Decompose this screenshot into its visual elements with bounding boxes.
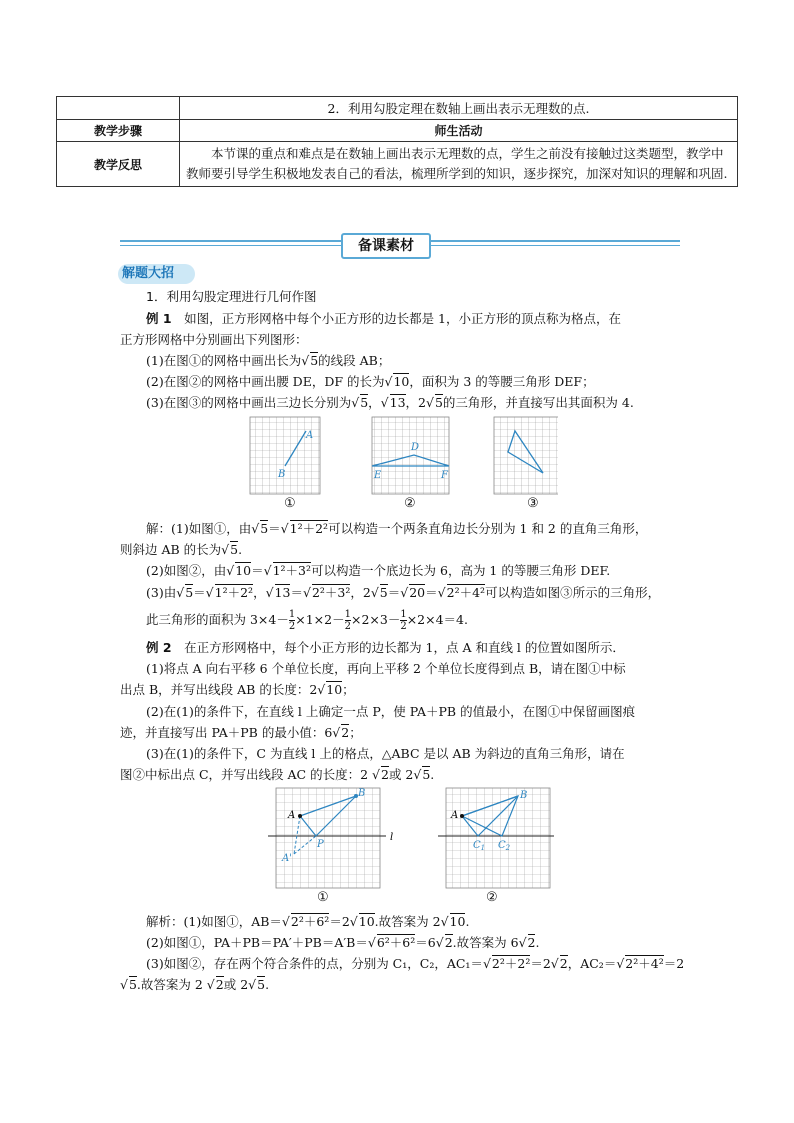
text: ； [349,725,362,740]
point-label-d: D [411,442,420,453]
table-row [57,97,738,120]
radicand: 13 [389,395,406,410]
figure-label: ① [317,890,329,905]
grid-figure-2 [372,417,449,494]
text: ＝ [251,563,264,578]
text: 解析：(1)如图①，AB＝ [146,914,282,929]
example-1-text-b: 正方形网格中分别画出下列图形： [120,332,308,347]
text: ＝ [425,585,438,600]
radicand: 10 [393,374,410,389]
text: ＝ [387,585,401,600]
text: ＝6 [415,935,436,950]
radicand: 1²＋2² [214,585,254,600]
text: ＝2 [530,956,551,971]
analysis-3: (3)如图②，存在两个符合条件的点，分别为 C₁，C₂，AC₁＝√2²＋2²＝2√2，AC₂＝√2²＋4²＝2 [146,956,685,971]
solution-4 [146,607,468,633]
radicand: 5 [230,542,239,557]
text: 或 2 [388,767,414,782]
text: . [238,542,243,557]
point-label-b: B [520,790,528,801]
table-row [57,142,738,187]
text: .故答案为 2 [374,914,441,929]
point-label-a: A [288,810,296,821]
text: 或 2 [223,977,249,992]
point-label-f: F [441,470,448,481]
example-label: 例 1 [146,311,172,326]
figure-label: ② [486,890,498,905]
text: (3)如图②，存在两个符合条件的点，分别为 C₁，C₂，AC₁＝ [146,956,483,971]
radicand: 2²＋6² [290,914,330,929]
point-label-b: B [278,469,286,480]
point-label-e: E [374,470,382,481]
question-1: (1)在图①的网格中画出长为√5的线段 AB； [146,353,391,368]
radicand: 2 [559,956,568,971]
text: ＝2 [329,914,350,929]
denominator: 2 [344,621,351,632]
point-label-a: A [306,430,314,441]
text: ＝2 [663,956,685,971]
denominator: 2 [288,621,296,632]
radicand: 2 [341,725,350,740]
figure-label: ③ [527,496,539,511]
point-label-b: B [358,788,366,799]
text: 在正方形网格中，每个小正方形的边长都为 1，点 A 和直线 l 的位置如图所示． [171,640,625,655]
radicand: 5 [257,977,266,992]
text: 此三角形的面积为 3×4－ [146,612,289,627]
text: ，2 [405,395,426,410]
example-2-text [146,640,625,656]
analysis-2: (2)如图①，PA＋PB＝PA′＋PB＝A′B＝√6²＋6²＝6√2.故答案为 6√2. [146,935,540,950]
text: ＝ [193,585,206,600]
question-3: (3)在图③的网格中画出三边长分别为√5，√13，2√5的三角形，并直接写出其面积为 4. [146,395,634,410]
text: 可以构造一个两条直角边长分别为 1 和 2 的直角三角形， [328,521,648,536]
text: 出点 B，并写出线段 AB 的长度：2 [120,682,318,697]
text: ； [342,682,355,697]
grid-figure-2 [438,788,554,888]
text: ， [368,395,381,410]
example-1-figures [248,415,558,497]
radicand: 6²＋6² [376,935,416,950]
text: 则斜边 AB 的长为 [120,542,222,557]
figure-label: ② [404,496,416,511]
table-label: 教学步骤 [57,120,180,142]
lesson-table [56,96,738,187]
question-2b: 迹，并直接写出 PA＋PB 的最小值：6√2； [120,725,362,740]
radicand: 2 [444,935,453,950]
radicand: 13 [274,585,291,600]
question-1b: 出点 B，并写出线段 AB 的长度：2√10； [120,682,355,697]
text: (2)如图②，由 [146,563,227,578]
denominator: 2 [400,621,407,632]
point-label-a1: A' [282,853,292,864]
grid-figure-1 [268,788,393,888]
text: 可以构造一个底边长为 6，高为 1 的等腰三角形 DEF. [311,563,611,578]
text: 的线段 AB； [318,353,391,368]
radicand: 5 [185,585,194,600]
text: (1)在图①的网格中画出长为 [146,353,302,368]
text: ＝ [290,585,303,600]
radicand: 10 [326,682,343,697]
radicand: 2 [215,977,224,992]
point-label-c1: $C_1$ [473,840,486,852]
text: . [265,977,270,992]
text: 的三角形，并直接写出其面积为 4. [442,395,634,410]
point-a [460,814,464,818]
solution-1b: 则斜边 AB 的长为√5. [120,542,243,557]
radicand: 1²＋3² [272,563,312,578]
text: ，2 [350,585,371,600]
text: (2)在图②的网格中画出腰 DE，DF 的长为 [146,374,385,389]
text: ×1×2－ [295,612,345,627]
text: 可以构造如图③所示的三角形， [485,585,661,600]
point-label-c2: $C_2$ [498,840,511,852]
text: ，面积为 3 的等腰三角形 DEF； [409,374,595,389]
solution-3: (3)由√5＝√1²＋2²，√13＝√2²＋3²，2√5＝√20＝√2²＋4²可以构造如图③所示的三角形， [146,585,661,600]
example-label: 例 2 [146,640,172,655]
analysis-1: 解析：(1)如图①，AB＝√2²＋6²＝2√10.故答案为 2√10. [146,914,470,929]
table-cell-text: 2．利用勾股定理在数轴上画出表示无理数的点. [180,97,738,120]
radicand: 5 [310,353,319,368]
radicand: 5 [434,395,443,410]
text: ×2×3－ [350,612,401,627]
table-cell-empty [57,97,180,120]
text: ， [253,585,266,600]
point-label-a: A [451,810,459,821]
text: ＝ [268,521,281,536]
text: (2)如图①，PA＋PB＝PA′＋PB＝A′B＝ [146,935,368,950]
text: 迹，并直接写出 PA＋PB 的最小值：6 [120,725,333,740]
radicand: 5 [360,395,369,410]
section-title: 备课素材 [341,233,431,259]
text: 解：(1)如图①，由 [146,521,252,536]
solution-1: 解：(1)如图①，由√5＝√1²＋2²可以构造一个两条直角边长分别为 1 和 2 的直角三角形， [146,521,648,536]
point-a [298,814,302,818]
radicand: 1²＋2² [289,521,329,536]
radicand: 2 [527,935,536,950]
text: 如图，正方形网格中每个小正方形的边长都是 1，小正方形的顶点称为格点，在 [171,311,621,326]
text: . [430,767,435,782]
example-1-text [146,311,621,327]
text: ，AC₂＝ [567,956,617,971]
text: (3)在图③的网格中画出三边长分别为 [146,395,352,410]
table-cell-text: 师生活动 [180,120,738,142]
line-label-l: l [390,832,394,843]
example-2-figures [268,786,558,890]
table-row [57,120,738,142]
text: .故答案为 6 [452,935,519,950]
question-2a: (2)在(1)的条件下，在直线 l 上确定一点 P，使 PA＋PB 的值最小，在图①中保留画图痕 [146,704,636,719]
tips-tag: 解题大招 [118,264,195,284]
radicand: 10 [449,914,466,929]
radicand: 2²＋2² [491,956,531,971]
text: ×2×4＝4. [406,612,468,627]
table-label: 教学反思 [57,142,180,187]
reflection-text: 本节课的重点和难点是在数轴上画出表示无理数的点，学生之前没有接触过这类题型，教学中教师要引导学生积极地发表自己的看法，梳理所学到的知识，逐步探究，加深对知识的理解和巩固. [180,142,738,187]
radicand: 5 [422,767,431,782]
topic-heading: 1．利用勾股定理进行几何作图 [146,289,317,304]
numerator: 1 [344,609,351,620]
solution-2: (2)如图②，由√10＝√1²＋3²可以构造一个底边长为 6，高为 1 的等腰三角形 DEF. [146,563,611,578]
question-2: (2)在图②的网格中画出腰 DE，DF 的长为√10，面积为 3 的等腰三角形 DEF； [146,374,595,389]
radicand: 5 [260,521,269,536]
radicand: 5 [128,977,137,992]
text: 图②中标出点 C，并写出线段 AC 的长度：2 [120,767,373,782]
text: .故答案为 2 [136,977,207,992]
grid-figure-1 [250,417,320,494]
radicand: 10 [358,914,375,929]
radicand: 2 [380,767,389,782]
radicand: 20 [409,585,426,600]
text: . [535,935,540,950]
numerator: 1 [288,609,296,620]
analysis-3b: √5.故答案为 2 √2或 2√5. [120,977,270,992]
question-3a: (3)在(1)的条件下，C 为直线 l 上的格点，△ABC 是以 AB 为斜边的直角三角形，请在 [146,746,625,761]
point-label-p: P [317,839,324,850]
question-1a: (1)将点 A 向右平移 6 个单位长度，再向上平移 2 个单位长度得到点 B，请在图①中标 [146,661,626,676]
radicand: 2²＋3² [311,585,351,600]
numerator: 1 [400,609,407,620]
text: (3)由 [146,585,177,600]
radicand: 10 [235,563,252,578]
text: . [465,914,470,929]
radicand: 5 [379,585,388,600]
radicand: 2²＋4² [446,585,486,600]
question-3b: 图②中标出点 C，并写出线段 AC 的长度：2 √2或 2√5. [120,767,435,782]
figure-label: ① [284,496,296,511]
grid-figure-3 [494,417,558,494]
radicand: 2²＋4² [625,956,664,971]
